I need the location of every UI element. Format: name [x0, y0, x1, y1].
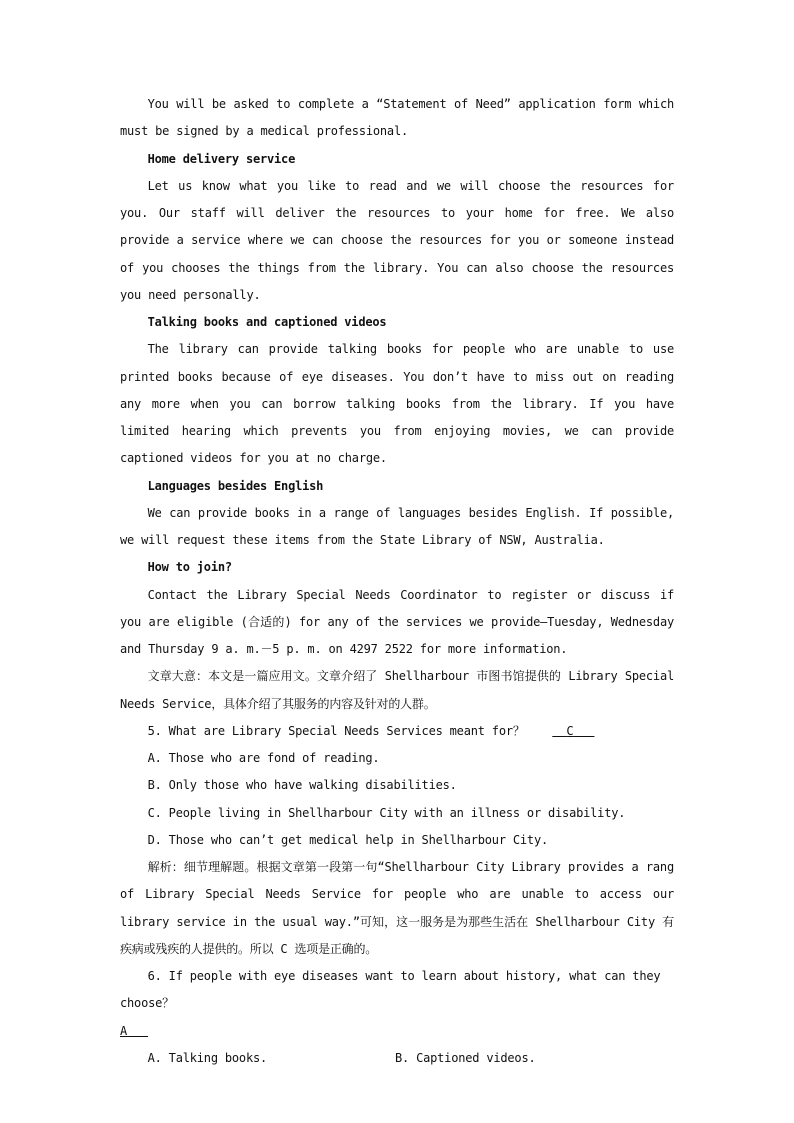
question-5-stem [120, 718, 674, 745]
home-delivery-heading: Home delivery service [147, 151, 296, 166]
languages-paragraph: We can provide books in a range of languages besides English. If possible, we will request these items from the State Library of NSW, Australia. [120, 505, 674, 547]
question-6-answer-line [120, 1018, 674, 1045]
talking-books-paragraph: The library can provide talking books for people who are unable to use printed books because of eye diseases. You don’t have to miss out on reading any more when you can borrow talking books from the library. If you have limited hearing which prevents you from enjoying movies, we can provide captioned videos for you at no charge. [120, 342, 674, 466]
question-5-option-a: A. Those who are fond of reading. [147, 751, 380, 765]
talking-books-heading: Talking books and captioned videos [147, 315, 387, 329]
statement-of-need-paragraph: You will be asked to complete a “Statement of Need” application form which must be signed by a medical professional. [120, 97, 674, 139]
question-6-options-row [120, 1045, 674, 1072]
question-5-answer-blank [525, 718, 595, 745]
article-summary: 文章大意：本文是一篇应用文。文章介绍了 Shellharbour 市图书馆提供的 Library Special Needs Service，具体介绍了其服务的内容及针对的人群。 [120, 669, 674, 711]
document-body [120, 91, 674, 1072]
question-5-answer: C [566, 723, 574, 738]
question-5-option-c: C. People living in Shellharbour City with an illness or disability. [147, 805, 626, 820]
question-6-option-a: A. Talking books. [147, 1050, 268, 1065]
question-5-option-b: B. Only those who have walking disabilities. [147, 778, 457, 793]
question-6-option-b: B. Captioned videos. [395, 1050, 536, 1065]
question-6-stem: 6. If people with eye diseases want to learn about history, what can they choose？ [120, 969, 661, 1011]
question-6-answer: A [120, 1023, 128, 1038]
question-6-answer-blank [120, 1018, 148, 1045]
question-5-analysis: 解析：细节理解题。根据文章第一段第一句“Shellharbour City Library provides a rang of Library Special Needs Service for people who are unable to access our library service in the usual way.”可知，这一服务是为那些生活在 Shellharbour City 有疾病或残疾的人提供的。所以 C 选项是正确的。 [120, 860, 674, 956]
languages-heading: Languages besides English [147, 478, 324, 493]
how-to-join-paragraph: Contact the Library Special Needs Coordinator to register or discuss if you are eligible (合适的) for any of the services we provide—Tuesday, Wednesday and Thursday 9 a. m.－5 p. m. on 4297 2522 for more information. [120, 587, 674, 656]
question-5-option-d: D. Those who can’t get medical help in Shellharbour City. [147, 832, 548, 847]
how-to-join-heading: How to join? [147, 560, 232, 575]
question-5-text: 5. What are Library Special Needs Services meant for？ [147, 723, 525, 738]
home-delivery-paragraph: Let us know what you like to read and we will choose the resources for you. Our staff will deliver the resources to your home for free. We also provide a service where we can choose the resources for you or someone instead of you chooses the things from the library. You can also choose the resources you need personally. [120, 178, 674, 302]
